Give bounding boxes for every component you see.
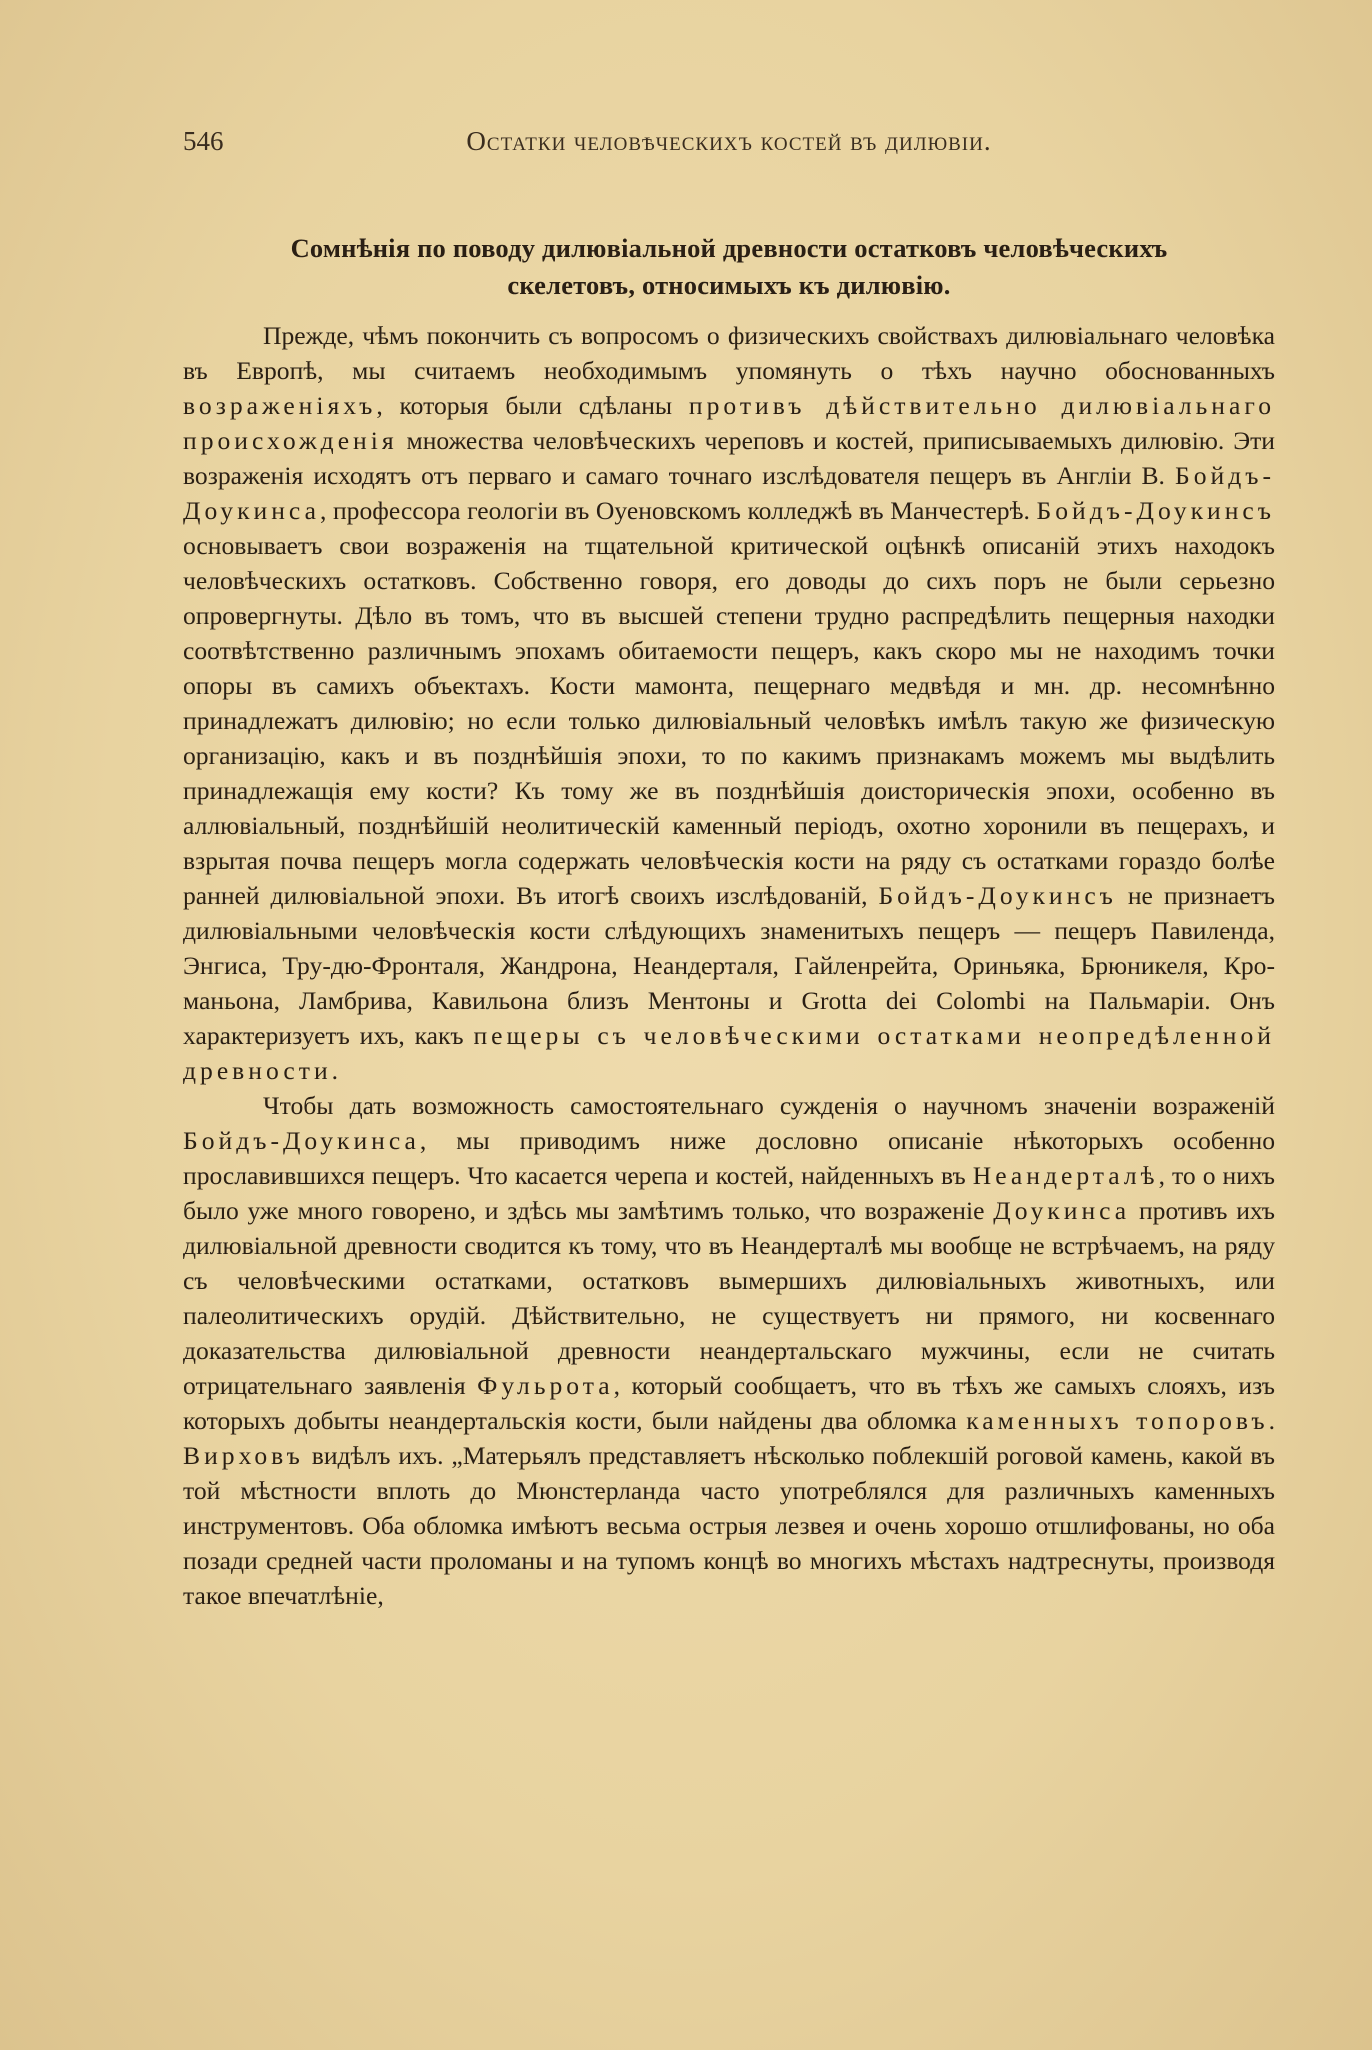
- text-run: Прежде, чѣмъ покончить съ вопросомъ о физическихъ свойствахъ дилювіальнаго человѣка въ Европѣ, мы считаемъ необходимымъ упомянуть о тѣхъ научно обоснованныхъ: [183, 321, 1275, 385]
- text-run: .: [1268, 1406, 1276, 1435]
- spaced-emphasis: каменныхъ топоровъ: [966, 1406, 1269, 1435]
- text-run: , которыя были сдѣланы: [376, 391, 689, 420]
- text-run: не признаетъ дилювіальными человѣческія кости слѣдующихъ знаменитыхъ пещеръ — пещеръ Павиленда, Энгиса, Тру-дю-Фронталя, Жандрона, Неандерталя, Гайленрейта, Ориньяка, Брюникеля, Кро-маньона, Ламбрива, Кавильона близъ Ментоны и Grotta dei Colombi на Пальмаріи. Онъ характеризуетъ ихъ, какъ: [183, 881, 1275, 1050]
- spaced-emphasis: возраженіяхъ: [183, 391, 377, 420]
- body-text: [183, 318, 1275, 1613]
- spaced-author-name: Фульрота: [477, 1371, 614, 1400]
- section-heading-line-2: скелетовъ, относимыхъ къ дилювію.: [507, 270, 951, 300]
- text-run: видѣлъ ихъ. „Матерьялъ представляетъ нѣсколько поблекшій роговой камень, какой въ той мѣстности вплоть до Мюнстерланда часто употреблялся для различныхъ каменныхъ инструментовъ. Оба обломка имѣютъ весьма острыя лезвея и очень хорошо отшлифованы, но оба позади средней части проломаны и на тупомъ концѣ во многихъ мѣстахъ надтреснуты, производя такое впечатлѣніе,: [183, 1441, 1275, 1610]
- text-run: , профессора геологіи въ Оуеновскомъ колледжѣ въ Манчестерѣ.: [319, 496, 1037, 525]
- running-header: [183, 126, 1275, 166]
- text-run: множества человѣческихъ череповъ и костей, приписываемыхъ дилювію. Эти возраженія исходятъ отъ перваго и самаго точнаго изслѣдователя пещеръ въ Англіи В.: [183, 426, 1275, 490]
- spaced-emphasis: пещеры съ человѣческими остатками неопредѣленной древности: [183, 1021, 1276, 1085]
- text-run: , мы приводимъ ниже дословно описаніе нѣкоторыхъ особенно прославившихся пещеръ. Что касается черепа и костей, найденныхъ въ: [183, 1126, 1275, 1190]
- text-run: , то о нихъ было уже много говорено, и здѣсь мы замѣтимъ только, что возраженіе: [183, 1161, 1275, 1225]
- paragraph-1: [183, 318, 1275, 1088]
- running-title: Остатки человѣческихъ костей въ дилювіи.: [466, 126, 992, 156]
- spaced-emphasis: противъ дѣйствительно дилювіальнаго происхожденія: [183, 391, 1275, 455]
- text-run: .: [331, 1056, 339, 1085]
- spaced-author-name: Бойдъ-Доукинса: [183, 461, 1275, 525]
- spaced-author-name: Бойдъ-Доукинса: [183, 1126, 420, 1155]
- section-heading: [183, 230, 1275, 304]
- paragraph-2: [183, 1088, 1275, 1613]
- spaced-author-name: Доукинса: [993, 1196, 1131, 1225]
- spaced-author-name: Бойдъ-Доукинсъ: [878, 881, 1117, 910]
- text-run: Чтобы дать возможность самостоятельнаго сужденія о научномъ значеніи возраженій: [263, 1091, 1275, 1120]
- spaced-author-name: Вирховъ: [183, 1441, 304, 1470]
- page-number: 546: [183, 126, 224, 156]
- text-run: основываетъ свои возраженія на тщательной критической оцѣнкѣ описаній этихъ находокъ человѣческихъ остатковъ. Собственно говоря, его доводы до сихъ поръ не были серьезно опровергнуты. Дѣло въ томъ, что въ высшей степени трудно распредѣлить пещерныя находки соотвѣтственно различнымъ эпохамъ обитаемости пещеръ, какъ скоро мы не находимъ точки опоры въ самихъ объектахъ. Кости мамонта, пещернаго медвѣдя и мн. др. несомнѣнно принадлежатъ дилювію; но если только дилювіальный человѣкъ имѣлъ такую же физическую организацію, какъ и въ позднѣйшія эпохи, то по какимъ признакамъ можемъ мы выдѣлить принадлежащія ему кости? Къ тому же въ позднѣйшія доисторическія эпохи, особенно въ аллювіальный, позднѣйшій неолитическій каменный періодъ, охотно хоронили въ пещерахъ, и взрытая почва пещеръ могла содержать человѣческія кости на ряду съ остатками гораздо болѣе ранней дилювіальной эпохи. Въ итогѣ своихъ изслѣдованій,: [183, 531, 1275, 910]
- text-run: , который сообщаетъ, что въ тѣхъ же самыхъ слояхъ, изъ которыхъ добыты неандертальскія кости, были найдены два обломка: [183, 1371, 1275, 1435]
- text-run: противъ ихъ дилювіальной древности сводится къ тому, что въ Неандерталѣ мы вообще не встрѣчаемъ, на ряду съ человѣческими остатками, остатковъ вымершихъ дилювіальныхъ животныхъ, или палеолитическихъ орудій. Дѣйствительно, не существуетъ ни прямого, ни косвеннаго доказательства дилювіальной древности неандертальскаго мужчины, если не считать отрицательнаго заявленія: [183, 1196, 1275, 1400]
- spaced-place-name: Неандерталѣ: [972, 1161, 1159, 1190]
- spaced-author-name: Бойдъ-Доукинсъ: [1036, 496, 1275, 525]
- section-heading-line-1: Сомнѣнія по поводу дилювіальной древности остатковъ человѣческихъ: [290, 233, 1168, 263]
